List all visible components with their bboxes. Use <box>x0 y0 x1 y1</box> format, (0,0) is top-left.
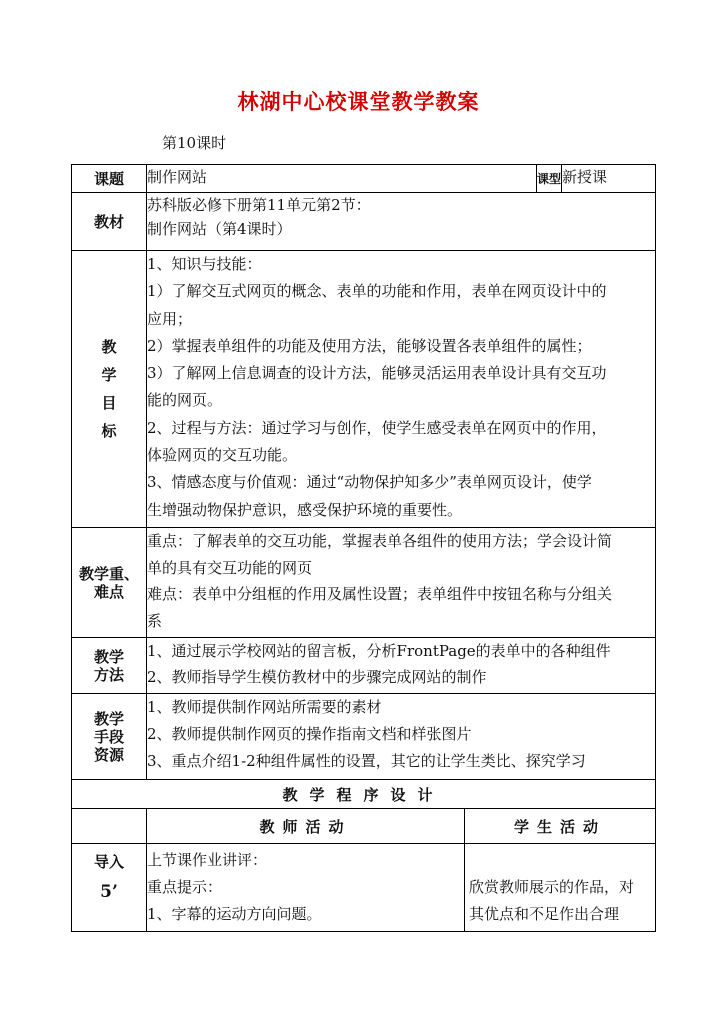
teacher-activity-header: 教师活动 <box>147 809 465 844</box>
textbook-line: 制作网站（第4课时） <box>147 220 292 238</box>
keypoints-line: 难点：表单中分组框的作用及属性设置；表单组件中按钮名称与分组关 <box>147 585 613 603</box>
resources-line: 2、教师提供制作网页的操作指南文档和样张图片 <box>147 725 472 743</box>
topic-label: 课题 <box>72 165 147 193</box>
activity-header-row <box>72 809 656 844</box>
resources-label-line: 手段 <box>93 727 124 746</box>
resources-line: 3、重点介绍1-2种组件属性的设置，其它的让学生类比、探究学习 <box>147 752 586 770</box>
type-value: 新授课 <box>562 165 656 193</box>
keypoints-label-line: 难点 <box>93 582 124 601</box>
keypoints-label <box>72 528 147 638</box>
document-title: 林湖中心校课堂教学教案 <box>237 89 480 114</box>
goals-line: 2、过程与方法：通过学习与创作，使学生感受表单在网页中的作用， <box>147 418 607 437</box>
activity-header-blank <box>72 809 147 844</box>
goals-line: 体验网页的交互功能。 <box>147 446 298 465</box>
topic-value: 制作网站 <box>147 165 537 193</box>
design-header: 教学程序设计 <box>72 780 656 809</box>
intro-teacher-line: 重点提示： <box>147 878 223 896</box>
goals-line: 应用； <box>147 309 193 328</box>
textbook-content <box>147 193 656 251</box>
resources-label <box>72 694 147 780</box>
method-line: 2、教师指导学生模仿教材中的步骤完成网站的制作 <box>147 668 487 686</box>
resources-row <box>72 694 656 780</box>
lesson-plan-table <box>71 164 656 932</box>
goals-line: 1）了解交互式网页的概念、表单的功能和作用，表单在网页设计中的 <box>147 282 607 301</box>
topic-row <box>72 165 656 193</box>
keypoints-line: 单的具有交互功能的网页 <box>147 558 313 577</box>
intro-row <box>72 844 656 932</box>
goals-label-char: 教 <box>101 338 117 356</box>
method-content <box>147 638 656 694</box>
textbook-label: 教材 <box>72 193 147 251</box>
design-header-row <box>72 780 656 809</box>
goals-line: 3、情感态度与价值观：通过“动物保护知多少”表单网页设计，使学 <box>147 473 592 492</box>
keypoints-line: 系 <box>147 611 163 630</box>
resources-label-line: 资源 <box>93 745 124 764</box>
goals-label-char: 学 <box>101 366 117 384</box>
goals-line: 2）掌握表单组件的功能及使用方法，能够设置各表单组件的属性； <box>147 336 592 355</box>
method-row <box>72 638 656 694</box>
resources-label-line: 教学 <box>93 709 124 728</box>
goals-label-char: 目 <box>101 394 117 412</box>
keypoints-label-line: 教学重、 <box>78 564 139 583</box>
intro-duration: 5’ <box>100 882 118 902</box>
resources-line: 1、教师提供制作网站所需要的素材 <box>147 698 382 716</box>
goals-label <box>72 251 147 528</box>
goals-content <box>147 251 656 528</box>
intro-teacher-line: 1、字幕的运动方向问题。 <box>147 905 322 923</box>
intro-student-line: 欣赏教师展示的作品，对 <box>469 878 635 896</box>
goals-row <box>72 251 656 528</box>
textbook-row <box>72 193 656 251</box>
goals-line: 能的网页。 <box>147 391 223 410</box>
method-label-line: 方法 <box>93 665 124 684</box>
textbook-line: 苏科版必修下册第11单元第2节： <box>147 196 371 214</box>
goals-line: 3）了解网上信息调查的设计方法，能够灵活运用表单设计具有交互功 <box>147 364 607 383</box>
intro-label-text: 导入 <box>93 853 124 871</box>
goals-line: 生增强动物保护意识，感受保护环境的重要性。 <box>147 500 463 519</box>
keypoints-row <box>72 528 656 638</box>
intro-teacher-content <box>147 844 465 932</box>
method-label <box>72 638 147 694</box>
method-line: 1、通过展示学校网站的留言板，分析FrontPage的表单中的各种组件 <box>147 642 611 660</box>
type-label: 课型 <box>537 165 562 193</box>
keypoints-content <box>147 528 656 638</box>
student-activity-header: 学生活动 <box>465 809 656 844</box>
intro-student-content <box>465 844 656 932</box>
keypoints-line: 重点：了解表单的交互功能，掌握表单各组件的使用方法；学会设计简 <box>147 532 613 550</box>
intro-student-line: 其优点和不足作出合理 <box>469 905 620 923</box>
goals-line: 1、知识与技能： <box>147 255 262 273</box>
goals-label-char: 标 <box>101 422 117 440</box>
lesson-number: 第10课时 <box>162 134 227 152</box>
resources-content <box>147 694 656 780</box>
intro-teacher-line: 上节课作业讲评： <box>147 851 268 869</box>
intro-label <box>72 844 147 932</box>
method-label-line: 教学 <box>93 647 124 666</box>
